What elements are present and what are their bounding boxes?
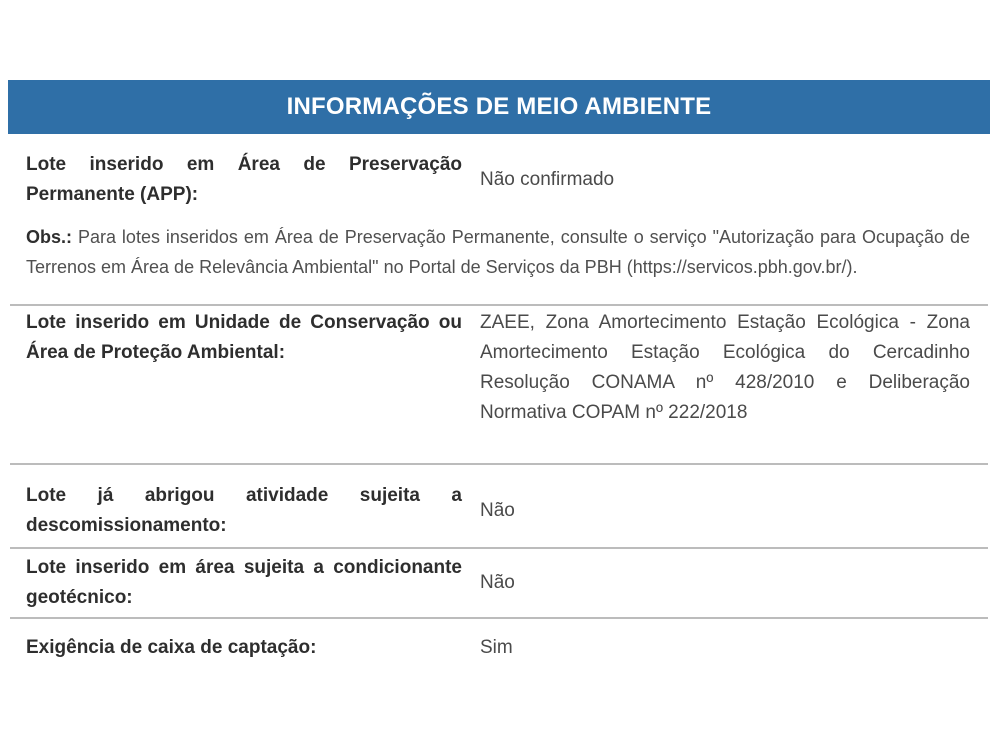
geotechnical-value: Não: [480, 572, 515, 593]
catchment-value: Sim: [480, 637, 513, 658]
app-observation: [8, 222, 990, 282]
conservation-value: ZAEE, Zona Amortecimento Estação Ecológica - Zona Amortecimento Estação Ecológica do Cercadinho Resolução CONAMA nº 428/2010 e Deliberação Normativa COPAM nº 222/2018: [480, 312, 970, 423]
app-label: Lote inserido em Área de Preservação Permanente (APP):: [26, 154, 462, 205]
decommission-row: [8, 481, 990, 541]
conservation-row: [8, 308, 990, 428]
observation-text: Para lotes inseridos em Área de Preservação Permanente, consulte o serviço "Autorização para Ocupação de Terrenos em Área de Relevância Ambiental" no Portal de Serviços da PBH (https://servicos.pbh.gov.br/).: [26, 227, 970, 277]
geotechnical-row: [8, 553, 990, 613]
decommission-label: Lote já abrigou atividade sujeita a descomissionamento:: [26, 485, 462, 536]
geotechnical-label: Lote inserido em área sujeita a condicionante geotécnico:: [26, 557, 462, 608]
decommission-value: Não: [480, 500, 515, 521]
conservation-label: Lote inserido em Unidade de Conservação ou Área de Proteção Ambiental:: [26, 312, 462, 363]
section-title: INFORMAÇÕES DE MEIO AMBIENTE: [286, 93, 712, 120]
section-header: [8, 80, 990, 134]
observation-prefix: Obs.:: [26, 227, 73, 247]
catchment-row: [8, 633, 990, 663]
app-value: Não confirmado: [480, 169, 615, 190]
catchment-label: Exigência de caixa de captação:: [26, 637, 317, 658]
environment-info-section: [8, 80, 990, 663]
app-row: [8, 150, 990, 210]
